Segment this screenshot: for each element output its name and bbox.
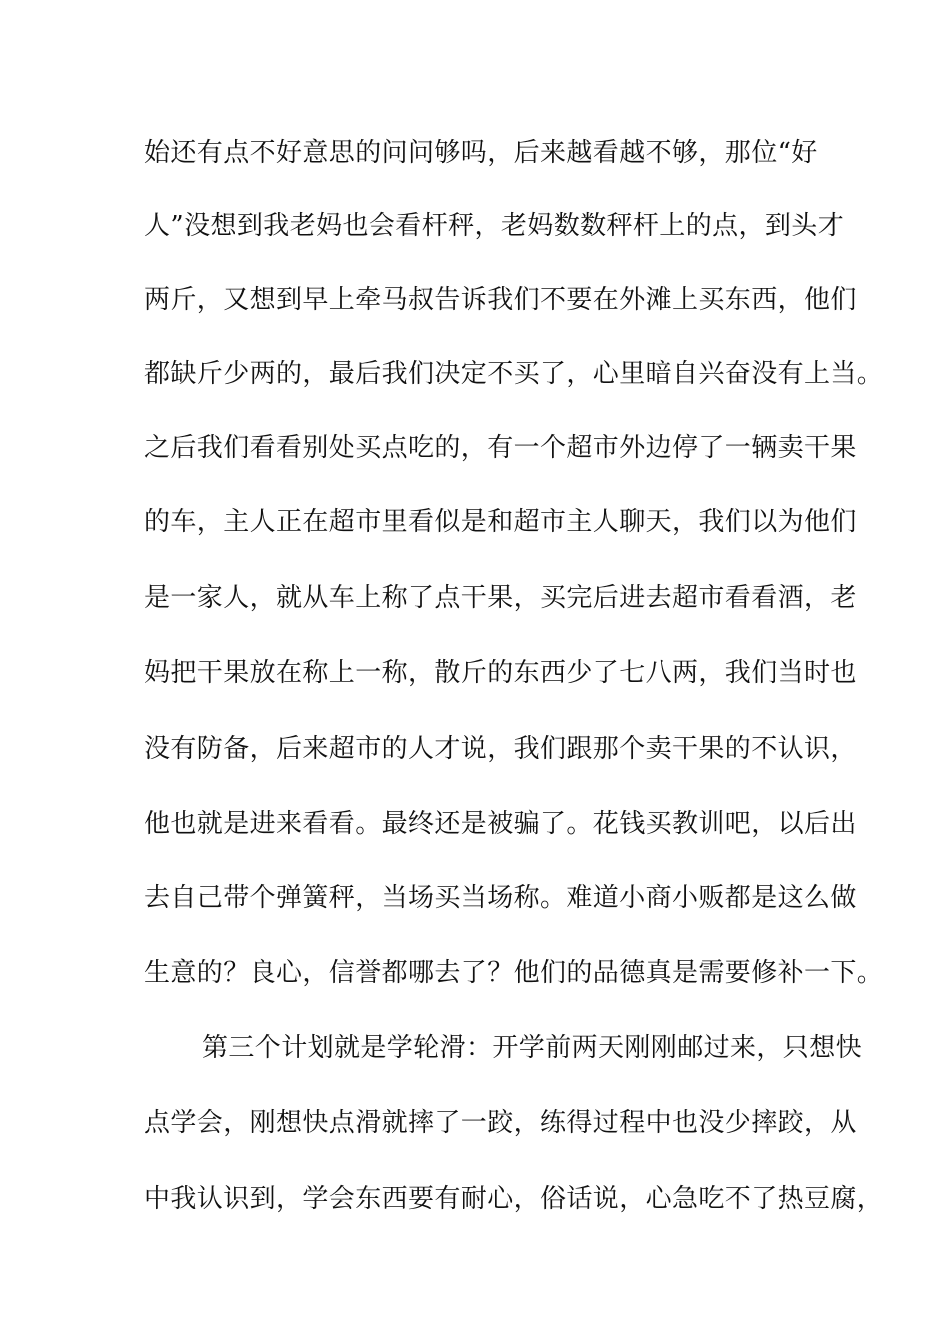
text-line-8: 妈把干果放在称上一称，散斤的东西少了七八两，我们当时也 [144, 658, 857, 688]
text-line-2: 人”没想到我老妈也会看杆秤，老妈数数秤杆上的点，到头才 [144, 211, 845, 241]
text-line-9: 没有防备，后来超市的人才说，我们跟那个卖干果的不认识， [144, 734, 857, 764]
text-line-15: 中我认识到，学会东西要有耐心，俗话说，心急吃不了热豆腐， [144, 1184, 884, 1214]
text-line-10: 他也就是进来看看。最终还是被骗了。花钱买教训吧，以后出 [144, 809, 857, 839]
text-line-3: 两斤，又想到早上牵马叔告诉我们不要在外滩上买东西，他们 [144, 285, 857, 315]
text-line-11: 去自己带个弹簧秤，当场买当场称。难道小商小贩都是这么做 [144, 883, 857, 913]
text-line-7: 是一家人，就从车上称了点干果，买完后进去超市看看酒，老 [144, 583, 857, 613]
text-line-12: 生意的？良心，信誉都哪去了？他们的品德真是需要修补一下。 [144, 958, 884, 988]
text-line-5: 之后我们看看别处买点吃的，有一个超市外边停了一辆卖干果 [144, 433, 857, 463]
text-line-4: 都缺斤少两的，最后我们决定不买了，心里暗自兴奋没有上当。 [144, 359, 884, 389]
text-line-14: 点学会，刚想快点滑就摔了一跤，练得过程中也没少摔跤，从 [144, 1108, 857, 1138]
text-line-13: 第三个计划就是学轮滑：开学前两天刚刚邮过来，只想快 [202, 1033, 863, 1063]
text-line-6: 的车，主人正在超市里看似是和超市主人聊天，我们以为他们 [144, 507, 857, 537]
text-line-1: 始还有点不好意思的问问够吗，后来越看越不够，那位“好 [144, 138, 818, 168]
